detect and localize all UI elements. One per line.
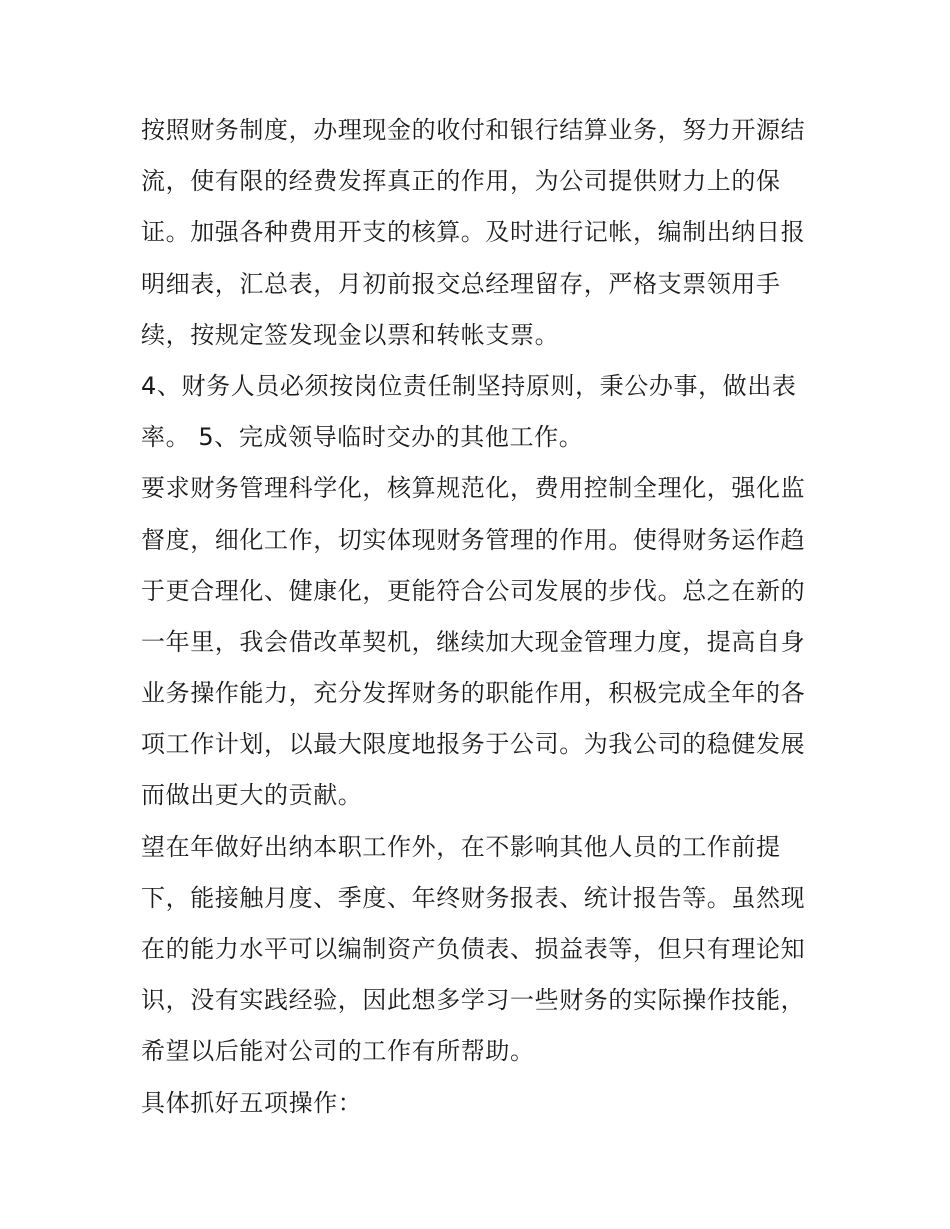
text-line: 督度，细化工作，切实体现财务管理的作用。使得财务运作趋 (141, 525, 806, 554)
text-line: 识，没有实践经验，因此想多学习一些财务的实际操作技能， (141, 986, 806, 1015)
text-line: 下，能接触月度、季度、年终财务报表、统计报告等。虽然现 (141, 883, 806, 912)
text-line: 一年里，我会借改革契机，继续加大现金管理力度，提高自身 (141, 627, 806, 656)
text-line: 而做出更大的贡献。 (141, 781, 363, 810)
text-line: 明细表，汇总表，月初前报交总经理留存，严格支票领用手 (141, 269, 781, 298)
text-line: 率。 5、完成领导临时交办的其他工作。 (141, 423, 584, 452)
text-line: 于更合理化、健康化，更能符合公司发展的步伐。总之在新的 (141, 576, 806, 605)
text-line: 按照财务制度，办理现金的收付和银行结算业务，努力开源结 (141, 116, 806, 144)
document-body (141, 105, 813, 1129)
text-line: 流，使有限的经费发挥真正的作用，为公司提供财力上的保 (141, 167, 781, 196)
text-line: 业务操作能力，充分发挥财务的职能作用，积极完成全年的各 (141, 679, 806, 708)
text-line: 在的能力水平可以编制资产负债表、损益表等，但只有理论知 (141, 935, 806, 963)
text-line: 证。加强各种费用开支的核算。及时进行记帐，编制出纳日报 (141, 218, 806, 247)
text-line: 具体抓好五项操作： (141, 1088, 363, 1117)
text-line: 要求财务管理科学化，核算规范化，费用控制全理化，强化监 (141, 474, 806, 503)
text-line: 望在年做好出纳本职工作外，在不影响其他人员的工作前提 (141, 832, 781, 861)
text-line: 项工作计划，以最大限度地报务于公司。为我公司的稳健发展 (141, 730, 806, 759)
text-line: 4、财务人员必须按岗位责任制坚持原则，秉公办事，做出表 (141, 371, 797, 400)
text-line: 续，按规定签发现金以票和转帐支票。 (141, 320, 560, 349)
text-line: 希望以后能对公司的工作有所帮助。 (141, 1037, 535, 1066)
